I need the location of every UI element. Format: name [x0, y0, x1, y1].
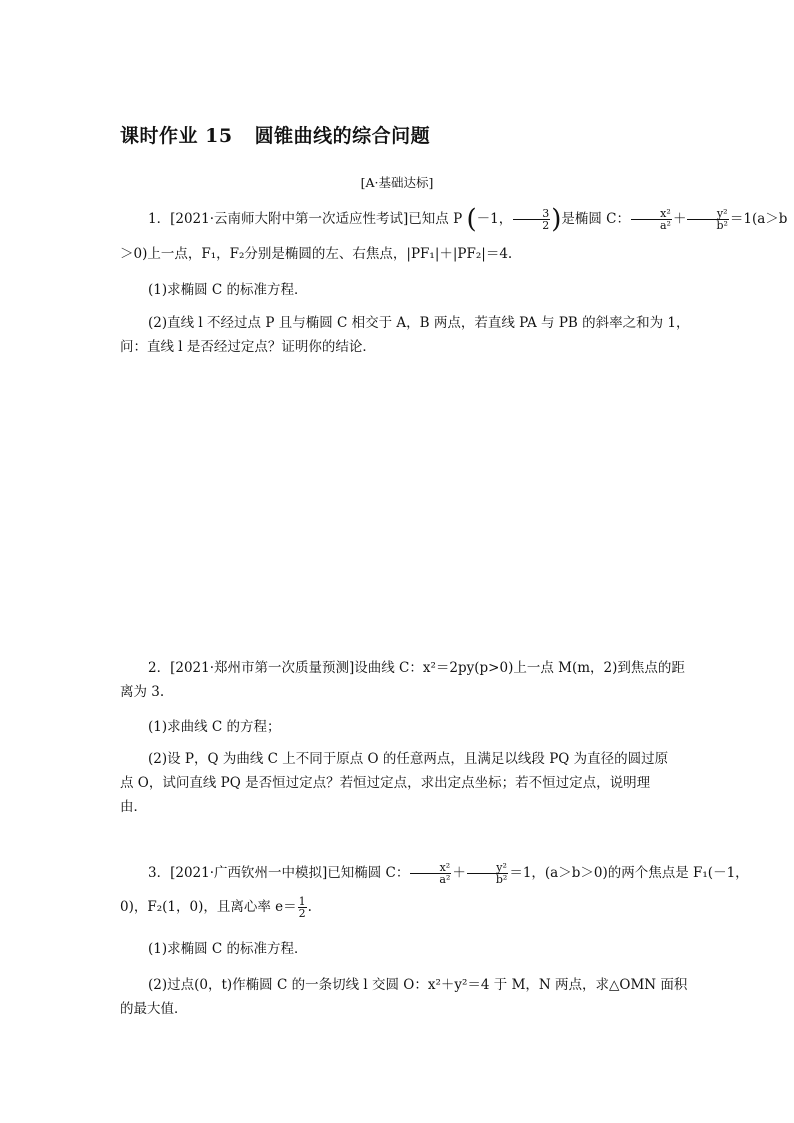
q3-part2-line2: 的最大值．: [120, 1001, 188, 1017]
q1-part1: (1)求椭圆 C 的标准方程．: [148, 282, 308, 298]
q1-plus: ＋: [672, 211, 687, 227]
q2-line1: 2．[2021·郑州市第一次质量预测]设曲线 C：x²＝2py(p>0)上一点 M(m，2)到焦点的距: [148, 660, 685, 676]
q3-line2-b: .: [307, 899, 312, 915]
q1-ellipse-x-term: [631, 208, 672, 231]
q1-ellipse-x-num: x²: [631, 208, 672, 220]
q2-part2-line1: (2)设 P，Q 为曲线 C 上不同于原点 O 的任意两点，且满足以线段 PQ 为直径的圆过原: [148, 751, 669, 767]
q3-line2: [120, 896, 682, 919]
q1-point-x: －1，: [476, 211, 513, 227]
q1-text-a: 已知点 P: [408, 211, 463, 227]
q3-ellipse-y-num: y²: [467, 862, 508, 874]
q1-text-b: 是椭圆 C：: [561, 211, 630, 227]
q1-text-c: ＝1(a＞b: [729, 211, 788, 227]
title-number: 15: [205, 125, 233, 147]
q3-text-a: 3．[2021·广西钦州一中模拟]已知椭圆 C：: [148, 865, 410, 881]
q3-ellipse-y-term: [467, 862, 508, 885]
q1-line2: ＞0)上一点，F₁，F₂分别是椭圆的左、右焦点，|PF₁|＋|PF₂|＝4.: [120, 246, 513, 262]
q3-ellipse-x-num: x²: [410, 862, 451, 874]
q3-ellipse-x-term: [410, 862, 451, 885]
q1-part2-line1: (2)直线 l 不经过点 P 且与椭圆 C 相交于 A，B 两点，若直线 PA 与 PB 的斜率之和为 1，: [148, 315, 690, 331]
q3-eccentricity: [298, 896, 307, 919]
q1-ellipse-y-num: y²: [687, 208, 728, 220]
q1-number: 1．: [148, 211, 171, 227]
q1-fraction: [513, 208, 550, 231]
q1-source: [2021·云南师大附中第一次适应性考试]: [170, 211, 409, 227]
q3-ellipse-x-den: a²: [439, 873, 451, 886]
q1-frac-num: 3: [513, 208, 550, 220]
q3-e-den: 2: [298, 907, 306, 920]
q1-line1: [120, 204, 788, 235]
q3-part1: (1)求椭圆 C 的标准方程．: [148, 941, 308, 957]
q2-part1: (1)求曲线 C 的方程；: [148, 719, 281, 735]
q3-text-b: ＝1，(a＞b＞0)的两个焦点是 F₁(－1，: [509, 865, 749, 881]
q1-ellipse-y-term: [687, 208, 728, 231]
q2-part2-line3: 由．: [120, 799, 147, 815]
q3-ellipse-y-den: b²: [495, 873, 508, 886]
q1-part2-line2: 问：直线 l 是否经过定点？证明你的结论．: [120, 339, 376, 355]
q3-line1: [120, 861, 749, 886]
left-paren: (: [466, 204, 477, 235]
q2-part2-line2: 点 O，试问直线 PQ 是否恒过定点？若恒过定点，求出定点坐标；若不恒过定点，说明理: [120, 775, 651, 791]
title-label: 课时作业: [120, 125, 199, 147]
q1-ellipse-x-den: a²: [659, 219, 671, 232]
q3-e-num: 1: [298, 895, 306, 908]
page-title: [120, 121, 430, 148]
title-topic: 圆锥曲线的综合问题: [254, 125, 431, 147]
q2-line2: 离为 3.: [120, 684, 165, 700]
q1-ellipse-y-den: b²: [716, 219, 728, 232]
q1-frac-den: 2: [542, 219, 550, 232]
q3-line2-a: 0)，F₂(1，0)，且离心率 e＝: [120, 899, 297, 915]
section-label: [A·基础达标]: [360, 175, 434, 190]
right-paren: ): [551, 204, 562, 235]
q3-part2-line1: (2)过点(0，t)作椭圆 C 的一条切线 l 交圆 O：x²＋y²＝4 于 M，N 两点，求△OMN 面积: [148, 977, 688, 993]
q3-plus: ＋: [452, 865, 466, 881]
